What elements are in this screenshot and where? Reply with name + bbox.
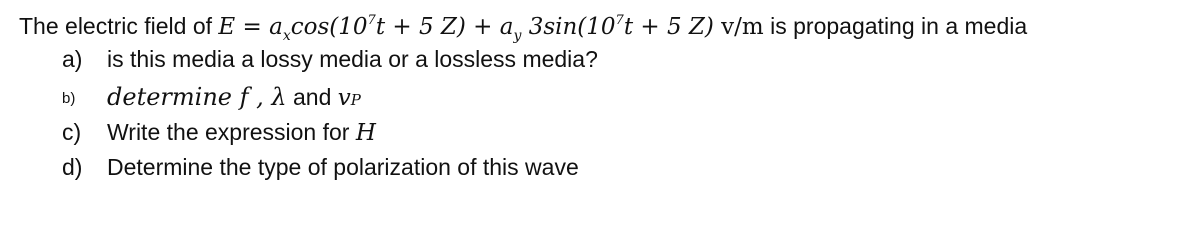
question-c	[62, 118, 376, 147]
unit-vector-ay: $a_y$	[499, 14, 522, 44]
phase-velocity-symbol: vP	[337, 85, 361, 111]
question-b-and: and	[286, 84, 338, 110]
question-a-text: is this media a lossy media or a lossless media?	[107, 46, 598, 72]
question-b	[62, 83, 361, 114]
magnetic-field-symbol-h: H	[355, 120, 376, 146]
field-symbol-e: E	[218, 14, 236, 40]
question-b-marker: b)	[62, 90, 76, 107]
equals-sign: =	[235, 14, 270, 40]
question-a	[62, 45, 598, 73]
field-unit: v/m	[713, 14, 764, 40]
question-a-marker: a)	[62, 46, 83, 72]
problem-statement	[19, 7, 1027, 50]
unit-vector-ax: $a_x$	[269, 14, 291, 44]
question-d	[62, 153, 579, 181]
question-b-italic-text: determine f , λ	[107, 83, 287, 111]
term-sin: $3\sin(10^7t + 5$ Z)	[521, 13, 714, 40]
question-d-text: Determine the type of polarization of this wave	[107, 154, 579, 180]
question-d-marker: d)	[62, 154, 83, 180]
question-c-text: Write the expression for	[107, 119, 356, 145]
term-cos: $\cos(10^7t + 5$ Z) +	[290, 13, 500, 40]
question-c-marker: c)	[62, 119, 82, 145]
intro-tail: is propagating in a media	[763, 13, 1028, 39]
intro-lead: The electric field of	[19, 13, 213, 39]
